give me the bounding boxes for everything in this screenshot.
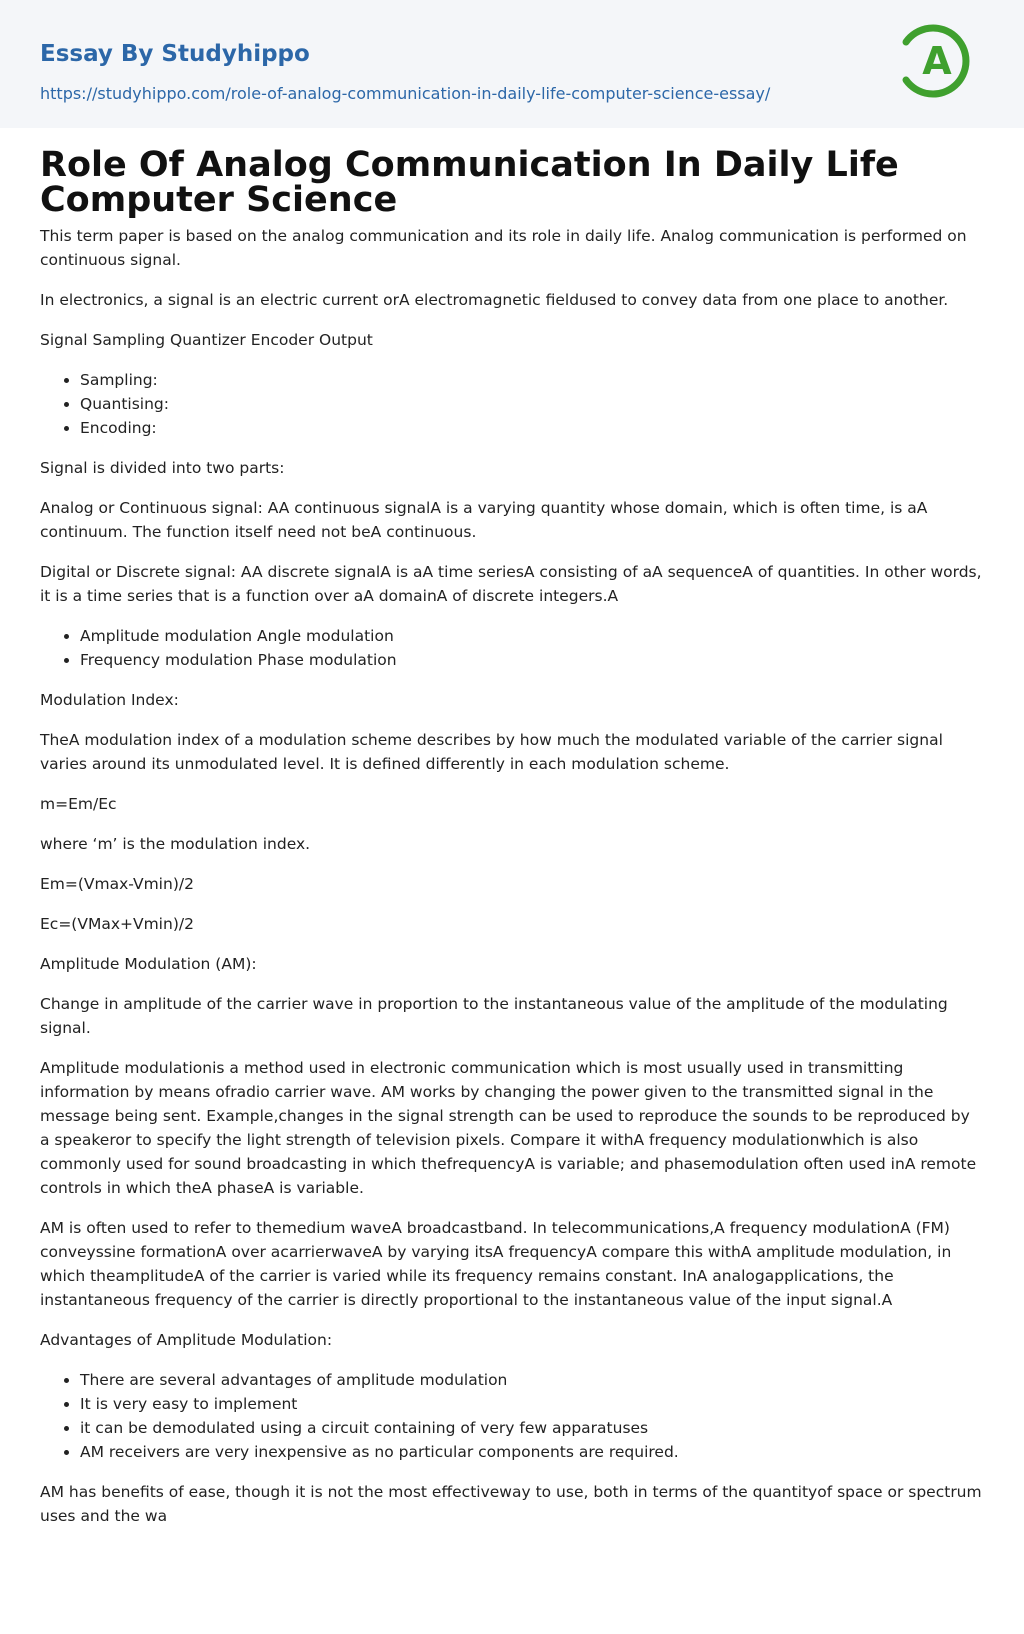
paragraph: Signal Sampling Quantizer Encoder Output: [40, 331, 373, 349]
paragraph: TheA modulation index of a modulation scheme describes by how much the modulated variable of the carrier signal varies around its unmodulated level. It is defined differently in each modulation scheme.: [40, 731, 943, 773]
paragraph: AM has benefits of ease, though it is not the most effectiveway to use, both in terms of the quantityof space or spectrum uses and the wa: [40, 1483, 982, 1525]
list-sampling-steps: [40, 368, 984, 440]
essay-content: [0, 145, 1024, 1528]
list-item: • it can be demodulated using a circuit containing of very few apparatuses: [80, 1416, 984, 1440]
page-header: [0, 0, 1024, 128]
formula: Em=(Vmax-Vmin)/2: [40, 875, 194, 893]
list-item: • Frequency modulation Phase modulation: [80, 648, 984, 672]
paragraph: where ‘m’ is the modulation index.: [40, 835, 311, 853]
paragraph: Change in amplitude of the carrier wave in proportion to the instantaneous value of the amplitude of the modulating signal.: [40, 995, 948, 1037]
formula: Ec=(VMax+Vmin)/2: [40, 915, 194, 933]
list-item: • There are several advantages of amplitude modulation: [80, 1368, 984, 1392]
list-item: • Encoding:: [80, 416, 984, 440]
paragraph: AM is often used to refer to themedium waveA broadcastband. In telecommunications,A frequency modulationA (FM) conveyssine formationA over acarrierwaveA by varying itsA frequencyA compare this withA amplitude modulation, in which theamplitudeA of the carrier is varied while its frequency remains constant. InA analogapplications, the instantaneous frequency of the carrier is directly proportional to the instantaneous value of the input signal.A: [40, 1219, 952, 1309]
logo-letter: A: [922, 39, 952, 83]
paragraph: In electronics, a signal is an electric current orA electromagnetic fieldused to convey data from one place to another.: [40, 291, 949, 309]
list-item: • AM receivers are very inexpensive as no particular components are required.: [80, 1440, 984, 1464]
list-am-advantages: [40, 1368, 984, 1464]
paragraph: Digital or Discrete signal: AA discrete signalA is aA time seriesA consisting of aA sequenceA of quantities. In other words, it is a time series that is a function over aA domainA of discrete integers.A: [40, 563, 982, 605]
formula: m=Em/Ec: [40, 795, 117, 813]
paragraph: Amplitude modulationis a method used in electronic communication which is most usually used in transmitting information by means ofradio carrier wave. AM works by changing the power given to the transmitted signal in the message being sent. Example,changes in the signal strength can be used to reproduce the sounds to be reproduced by a speakeror to specify the light strength of television pixels. Compare it withA frequency modulationwhich is also commonly used for sound broadcasting in which thefrequencyA is variable; and phasemodulation often used inA remote controls in which theA phaseA is variable.: [40, 1059, 977, 1197]
paragraph: This term paper is based on the analog communication and its role in daily life. Analog communication is performed on continuous signal.: [40, 227, 967, 269]
essay-title: Role Of Analog Communication In Daily Life Computer Science: [40, 145, 899, 220]
list-item: • It is very easy to implement: [80, 1392, 984, 1416]
brand-title[interactable]: Essay By Studyhippo: [40, 41, 310, 67]
paragraph: Analog or Continuous signal: AA continuous signalA is a varying quantity whose domain, which is often time, is aA continuum. The function itself need not beA continuous.: [40, 499, 928, 541]
source-url[interactable]: https://studyhippo.com/role-of-analog-communication-in-daily-life-computer-science-essay/: [40, 84, 771, 103]
paragraph: Advantages of Amplitude Modulation:: [40, 1331, 333, 1349]
paragraph: Amplitude Modulation (AM):: [40, 955, 257, 973]
list-modulation-types: [40, 624, 984, 672]
paragraph: Signal is divided into two parts:: [40, 459, 285, 477]
list-item: • Amplitude modulation Angle modulation: [80, 624, 984, 648]
list-item: • Quantising:: [80, 392, 984, 416]
paragraph: Modulation Index:: [40, 691, 179, 709]
studyhippo-logo-icon: [894, 18, 980, 104]
list-item: • Sampling:: [80, 368, 984, 392]
